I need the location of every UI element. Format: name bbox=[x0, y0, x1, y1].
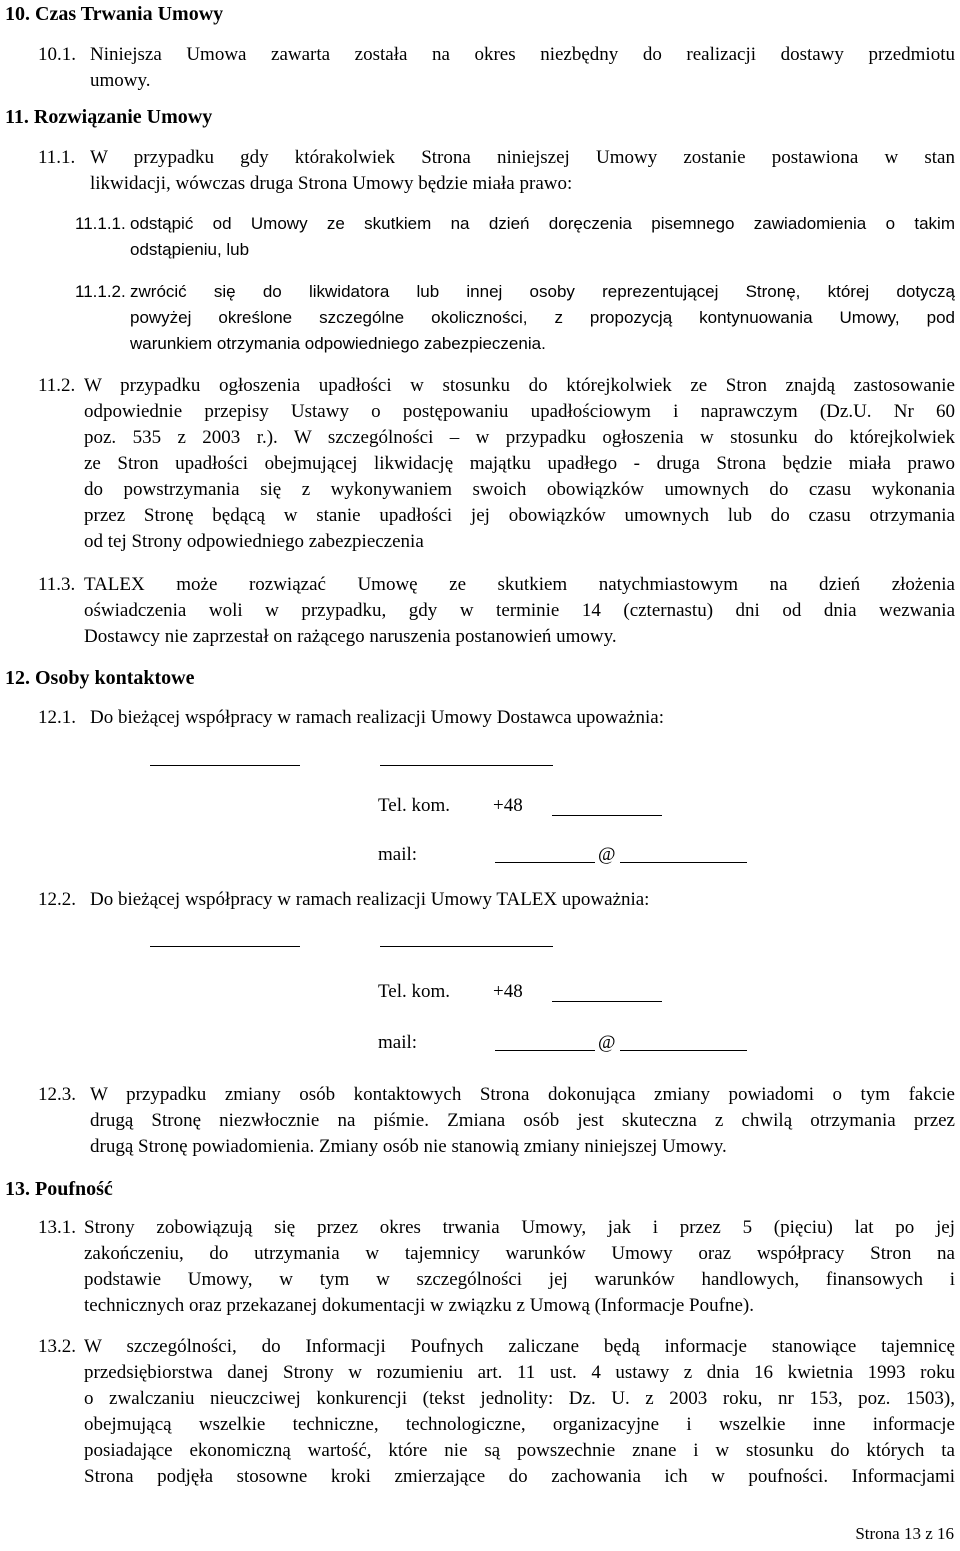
clause-11-1-2-number: 11.1.2. bbox=[75, 282, 126, 301]
name-blank-line bbox=[380, 946, 553, 947]
name-blank-line bbox=[380, 765, 553, 766]
text-line: technicznych oraz przekazanej dokumentacji w związku z Umową (Informacje Poufne). bbox=[84, 1295, 754, 1316]
text-line: W przypadku zmiany osób kontaktowych Strona dokonująca zmiany powiadomi o tym fakcie bbox=[90, 1084, 955, 1105]
clause-11-1-text bbox=[90, 145, 955, 197]
clause-11-3-text bbox=[84, 572, 955, 650]
section-10-heading: 10. Czas Trwania Umowy bbox=[5, 3, 224, 25]
phone-label: Tel. kom. bbox=[378, 981, 451, 1002]
clause-13-2-text bbox=[84, 1334, 955, 1490]
text-line: do powstrzymania się z wykonywaniem swoich obowiązków umownych do czasu wykonania bbox=[84, 479, 955, 500]
clause-11-1-number: 11.1. bbox=[38, 147, 76, 168]
text-line: przedsiębiorstwa danej Strony w rozumieniu art. 11 ust. 4 ustawy z dnia 16 kwietnia 1993 roku bbox=[84, 1362, 955, 1383]
clause-13-1-text bbox=[84, 1215, 955, 1319]
mail-label: mail: bbox=[378, 844, 418, 865]
text-line: drugą Stronę powiadomienia. Zmiany osób nie stanowią zmiany niniejszej Umowy. bbox=[90, 1136, 727, 1157]
text-line: zakończeniu, do utrzymania w tajemnicy warunków Umowy oraz współpracy Stron na bbox=[84, 1243, 955, 1264]
text-line: poz. 535 z 2003 r.). W szczególności – w przypadku ogłoszenia w stosunku do którejkolwiek bbox=[84, 427, 955, 448]
text-line: W przypadku ogłoszenia upadłości w stosunku do którejkolwiek ze Stron znajdą zastosowanie bbox=[84, 375, 955, 396]
at-sign: @ bbox=[598, 844, 616, 865]
phone-prefix: +48 bbox=[493, 795, 523, 816]
mail-blank-line bbox=[620, 862, 747, 863]
text-line: ze Stron upadłości obejmującej likwidację majątku upadłego - druga Strona będzie miała prawo bbox=[84, 453, 955, 474]
text-line: Dostawcy nie zaprzestał on rażącego naruszenia postanowień umowy. bbox=[84, 626, 617, 647]
page-number: Strona 13 z 16 bbox=[855, 1524, 954, 1543]
text-line: Niniejsza Umowa zawarta została na okres niezbędny do realizacji dostawy przedmiotu bbox=[90, 44, 955, 65]
clause-11-1-1-text bbox=[130, 211, 955, 263]
clause-10-1-text bbox=[90, 42, 955, 94]
clause-12-2-text: Do bieżącej współpracy w ramach realizacji Umowy TALEX upoważnia: bbox=[90, 889, 650, 910]
clause-11-2-number: 11.2. bbox=[38, 375, 76, 396]
text-line: likwidacji, wówczas druga Strona Umowy będzie miała prawo: bbox=[90, 173, 573, 194]
mail-blank-line bbox=[495, 1050, 595, 1051]
phone-blank-line bbox=[552, 1001, 662, 1002]
text-line: W szczególności, do Informacji Poufnych zaliczane będą informacje stanowiące tajemnicę bbox=[84, 1336, 955, 1357]
name-blank-line bbox=[150, 765, 300, 766]
text-line: odpowiednie przepisy Ustawy o postępowaniu upadłościowym i naprawczym (Dz.U. Nr 60 bbox=[84, 401, 955, 422]
name-blank-line bbox=[150, 946, 300, 947]
clause-13-1-number: 13.1. bbox=[38, 1217, 76, 1238]
text-line: umowy. bbox=[90, 70, 151, 91]
text-line: zwrócić się do likwidatora lub innej osoby reprezentującej Stronę, której dotyczą bbox=[130, 282, 955, 301]
mail-blank-line bbox=[495, 862, 595, 863]
clause-12-1-number: 12.1. bbox=[38, 707, 76, 728]
clause-11-1-2-text bbox=[130, 279, 955, 357]
text-line: podstawie Umowy, w tym w szczególności jej warunków handlowych, finansowych i bbox=[84, 1269, 955, 1290]
clause-12-3-text bbox=[90, 1082, 955, 1160]
clause-13-2-number: 13.2. bbox=[38, 1336, 76, 1357]
clause-12-3-number: 12.3. bbox=[38, 1084, 76, 1105]
text-line: oświadczenia woli w przypadku, gdy w terminie 14 (czternastu) dni od dnia wezwania bbox=[84, 600, 955, 621]
text-line: TALEX może rozwiązać Umowę ze skutkiem natychmiastowym na dzień złożenia bbox=[84, 574, 955, 595]
clause-11-3-number: 11.3. bbox=[38, 574, 76, 595]
mail-label: mail: bbox=[378, 1032, 418, 1053]
section-12-heading: 12. Osoby kontaktowe bbox=[5, 667, 195, 689]
text-line: Strona podjęła stosowne kroki zmierzające do zachowania ich w poufności. Informacjami bbox=[84, 1466, 955, 1487]
text-line: Strony zobowiązują się przez okres trwania Umowy, jak i przez 5 (pięciu) lat po jej bbox=[84, 1217, 955, 1238]
clause-12-2-number: 12.2. bbox=[38, 889, 76, 910]
text-line: odstąpić od Umowy ze skutkiem na dzień doręczenia pisemnego zawiadomienia o takim bbox=[130, 214, 955, 233]
text-line: drugą Stronę niezwłocznie na piśmie. Zmiana osób jest skuteczna z chwilą otrzymania przez bbox=[90, 1110, 955, 1131]
text-line: powyżej określone szczególne okoliczności, z propozycją kontynuowania Umowy, pod bbox=[130, 308, 955, 327]
text-line: W przypadku gdy którakolwiek Strona niniejszej Umowy zostanie postawiona w stan bbox=[90, 147, 955, 168]
section-11-heading: 11. Rozwiązanie Umowy bbox=[5, 106, 213, 128]
text-line: obejmującą wszelkie techniczne, technologiczne, organizacyjne i wszelkie inne informacje bbox=[84, 1414, 955, 1435]
text-line: odstąpieniu, lub bbox=[130, 240, 250, 259]
mail-blank-line bbox=[620, 1050, 747, 1051]
text-line: posiadające ekonomiczną wartość, które nie są powszechnie znane i w stosunku do których ta bbox=[84, 1440, 955, 1461]
clause-11-1-1-number: 11.1.1. bbox=[75, 214, 126, 233]
section-13-heading: 13. Poufność bbox=[5, 1178, 113, 1200]
text-line: o zwalczaniu nieuczciwej konkurencji (tekst jednolity: Dz. U. z 2003 roku, nr 153, poz. 1503), bbox=[84, 1388, 955, 1409]
clause-11-2-text bbox=[84, 373, 955, 555]
phone-prefix: +48 bbox=[493, 981, 523, 1002]
text-line: od tej Strony odpowiedniego zabezpieczenia bbox=[84, 531, 424, 552]
text-line: warunkiem otrzymania odpowiedniego zabezpieczenia. bbox=[130, 334, 546, 353]
clause-10-1-number: 10.1. bbox=[38, 44, 76, 65]
text-line: przez Stronę będącą w stanie upadłości jej obowiązków umownych lub do czasu otrzymania bbox=[84, 505, 955, 526]
phone-blank-line bbox=[552, 815, 662, 816]
phone-label: Tel. kom. bbox=[378, 795, 451, 816]
clause-12-1-text: Do bieżącej współpracy w ramach realizacji Umowy Dostawca upoważnia: bbox=[90, 707, 664, 728]
at-sign: @ bbox=[598, 1032, 616, 1053]
